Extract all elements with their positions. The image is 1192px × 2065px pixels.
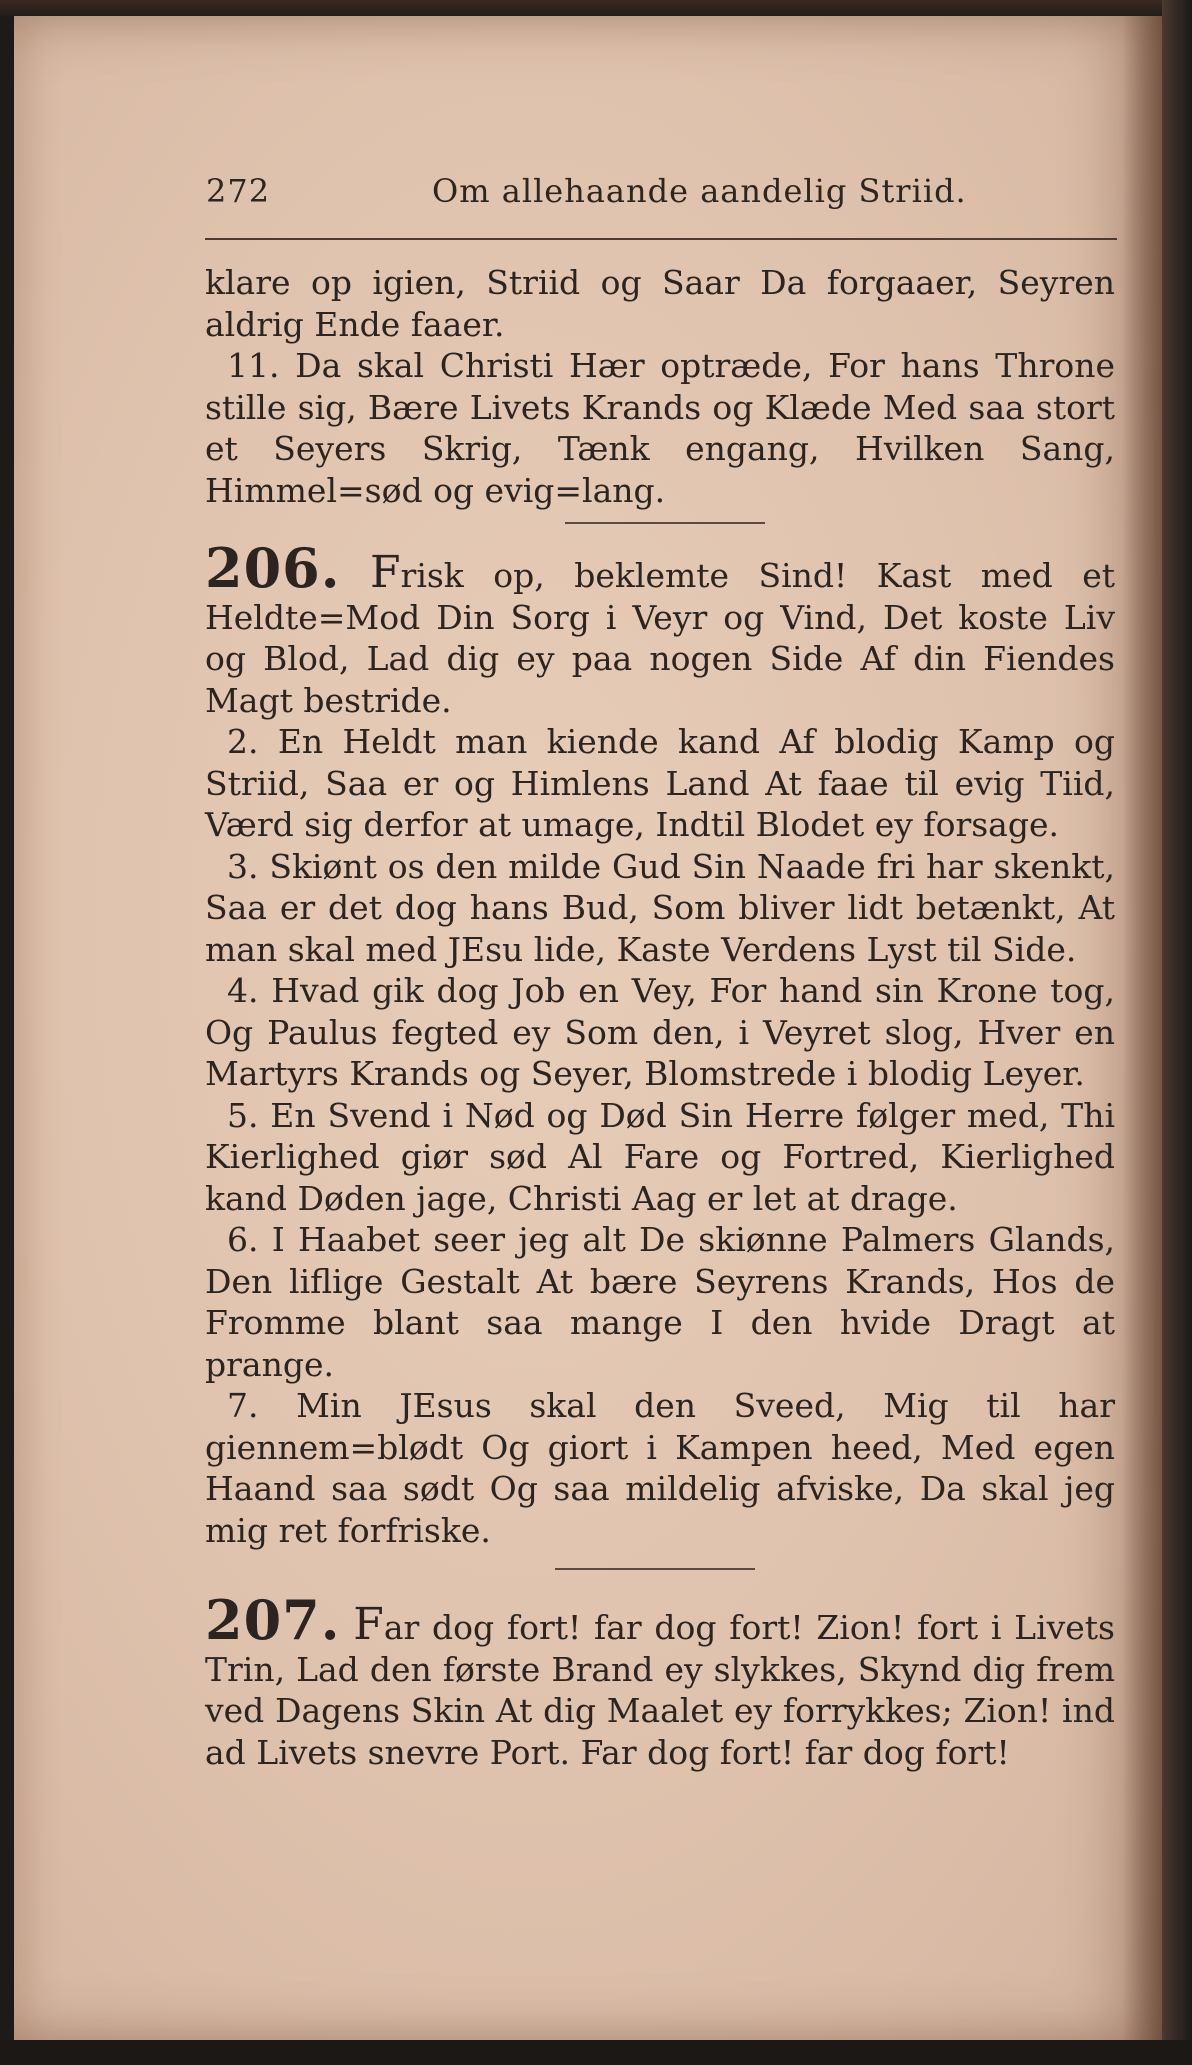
hymn-206-first-verse: risk op, beklemte Sind! Kast med et Heldte=Mod Din Sorg i Veyr og Vind, Det koste Liv og Blod, Lad dig ey paa nogen Side Af din Fiendes Magt bestride. <box>205 556 1115 720</box>
hymn-206 <box>205 536 1115 1551</box>
hymn-207-opening <box>205 1588 1115 1773</box>
separator-rule <box>555 1568 755 1570</box>
verse-11: 11. Da skal Christi Hær optræde, For hans Throne stille sig, Bære Livets Krands og Klæde Med saa stort et Seyers Skrig, Tænk engang, Hvilken Sang, Himmel=sød og evig=lang. <box>205 346 1115 510</box>
hymn-initial: F <box>370 547 401 598</box>
continuation-text: klare op igien, Striid og Saar Da forgaaer, Seyren aldrig Ende faaer. <box>205 263 1115 344</box>
hymn-number: 206. <box>205 536 341 600</box>
page-gutter-shadow <box>1122 16 1162 2040</box>
bottom-border <box>0 2040 1192 2065</box>
header-rule <box>205 238 1117 240</box>
running-header <box>192 170 1072 220</box>
hymn-207 <box>205 1588 1115 1773</box>
separator-rule <box>565 522 765 524</box>
verse-7: 7. Min JEsus skal den Sveed, Mig til har giennem=blødt Og giort i Kampen heed, Med egen Haand saa sødt Og saa mildelig afviske, Da skal jeg mig ret forfriske. <box>205 1386 1115 1550</box>
verse-4: 4. Hvad gik dog Job en Vey, For hand sin Krone tog, Og Paulus fegted ey Som den, i Veyret slog, Hver en Martyrs Krands og Seyer, Blomstrede i blodig Leyer. <box>205 971 1115 1093</box>
verse-5: 5. En Svend i Nød og Død Sin Herre følger med, Thi Kierlighed giør sød Al Fare og Fortred, Kierlighed kand Døden jage, Christi Aag er let at drage. <box>205 1095 1115 1218</box>
verse-6: 6. I Haabet seer jeg alt De skiønne Palmers Glands, Den liflige Gestalt At bære Seyrens Krands, Hos de Fromme blant saa mange I den hvide Dragt at prange. <box>205 1220 1115 1384</box>
running-title: Om allehaande aandelig Striid. <box>432 172 967 210</box>
hymn-number: 207. <box>205 1588 341 1652</box>
verse-3: 3. Skiønt os den milde Gud Sin Naade fri har skenkt, Saa er det dog hans Bud, Som bliver lidt betænkt, At man skal med JEsu lide, Kaste Verdens Lyst til Side. <box>205 846 1115 969</box>
hymn-206-opening <box>205 536 1115 721</box>
hymn-initial: F <box>353 1599 384 1650</box>
continuation-block <box>205 262 1115 511</box>
hymn-207-first-verse: ar dog fort! far dog fort! Zion! fort i Livets Trin, Lad den første Brand ey slykkes, Skynd dig frem ved Dagens Skin At dig Maalet ey forrykkes; Zion! ind ad Livets snevre Port. Far dog fort! far dog fort! <box>205 1608 1115 1772</box>
verse-2: 2. En Heldt man kiende kand Af blodig Kamp og Striid, Saa er og Himlens Land At faae til evig Tiid, Værd sig derfor at umage, Indtil Blodet ey forsage. <box>205 722 1115 844</box>
right-border <box>1162 0 1192 2065</box>
page-number: 272 <box>206 172 271 210</box>
